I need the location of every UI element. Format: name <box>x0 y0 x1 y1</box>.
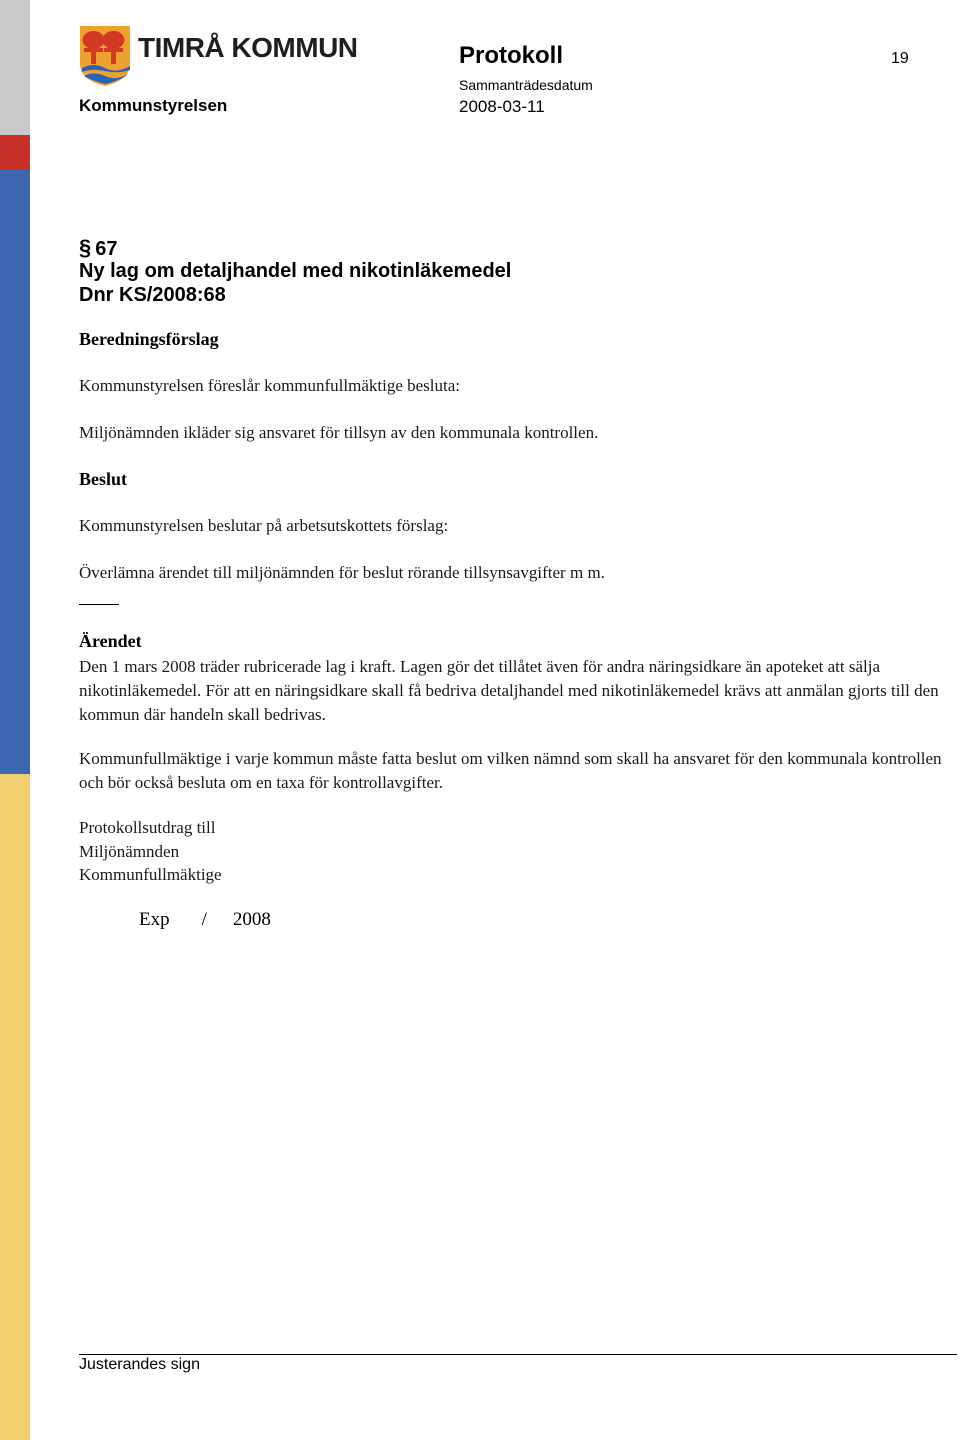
coat-of-arms-icon <box>78 24 134 88</box>
expedition-line <box>139 909 271 931</box>
section-sign-icon: § <box>79 235 92 260</box>
meeting-date-label: Sammanträdesdatum <box>459 77 593 93</box>
beredning-text: Miljönämnden ikläder sig ansvaret för tillsyn av den kommunala kontrollen. <box>79 423 599 442</box>
beredning-intro: Kommunstyrelsen föreslår kommunfullmäktige besluta: <box>79 376 461 395</box>
case-title: Ny lag om detaljhandel med nikotinläkemedel <box>79 260 512 282</box>
paragraph-value: 67 <box>95 238 118 260</box>
logo-wordmark: TIMRÅ KOMMUN <box>138 32 358 63</box>
section-divider <box>79 604 119 605</box>
board-name: Kommunstyrelsen <box>79 96 228 115</box>
beslut-intro: Kommunstyrelsen beslutar på arbetsutskottets förslag: <box>79 516 449 535</box>
page-number: 19 <box>891 50 909 67</box>
arendet-paragraph-1: Den 1 mars 2008 träder rubricerade lag i kraft. Lagen gör det tillåtet även för andra näringsidkare än apoteket att sälja nikotinläkemedel. För att en näringsidkare skall få bedriva detaljhandel med nikotinläkemedel krävs att anmälan gjorts till den kommun där handeln skall bedrivas. <box>79 657 939 724</box>
sidebar-blue-segment <box>0 170 30 774</box>
distribution-recipient: Kommunfullmäktige <box>79 865 222 884</box>
beredning-heading: Beredningsförslag <box>79 329 219 349</box>
sidebar-red-segment <box>0 135 30 170</box>
beslut-text: Överlämna ärendet till miljönämnden för beslut rörande tillsynsavgifter m m. <box>79 563 605 582</box>
footer-signature-label: Justerandes sign <box>79 1356 200 1373</box>
arendet-paragraph-2: Kommunfullmäktige i varje kommun måste fatta beslut om vilken nämnd som skall ha ansvaret för den kommunala kontrollen och bör också besluta om en taxa för kontrollavgifter. <box>79 749 942 792</box>
distribution-heading: Protokollsutdrag till <box>79 818 216 837</box>
sidebar-gray-segment <box>0 0 30 135</box>
color-sidebar <box>0 0 30 1440</box>
expedition-year: 2008 <box>232 909 271 930</box>
expedition-label: Exp <box>139 909 170 930</box>
arendet-heading: Ärendet <box>79 631 142 651</box>
meeting-date: 2008-03-11 <box>459 97 545 116</box>
document-type-title: Protokoll <box>459 42 564 69</box>
case-dnr: Dnr KS/2008:68 <box>79 284 226 306</box>
beslut-heading: Beslut <box>79 469 128 489</box>
sidebar-yellow-segment <box>0 774 30 1440</box>
expedition-slash: / <box>201 909 207 930</box>
paragraph-number <box>79 235 118 261</box>
distribution-recipient: Miljönämnden <box>79 842 180 861</box>
footer-rule <box>79 1354 957 1355</box>
